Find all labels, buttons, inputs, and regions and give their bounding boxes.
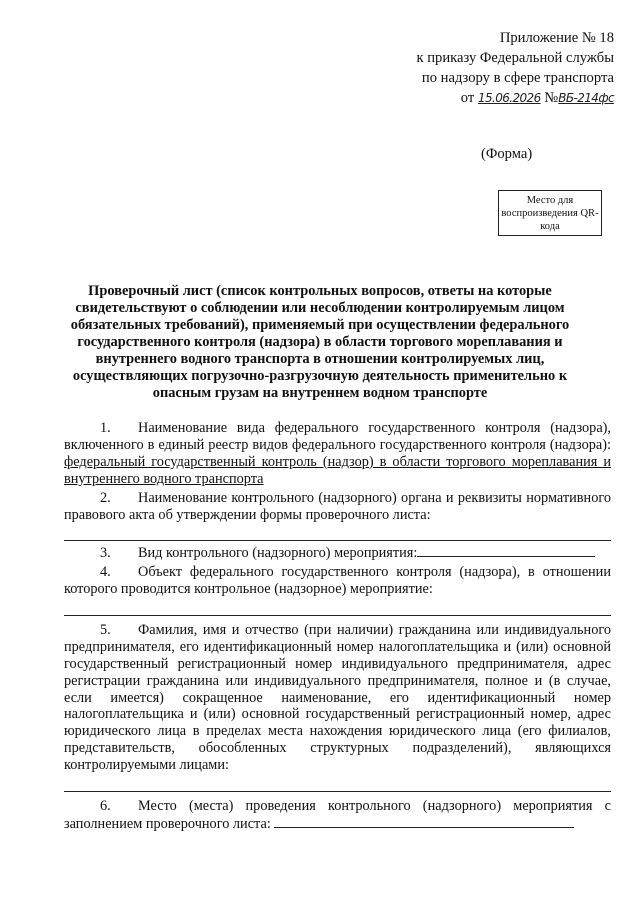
appendix-header [416, 28, 614, 108]
item-text: Вид контрольного (надзорного) мероприятия: [138, 545, 418, 562]
item-number: 3. [100, 545, 111, 562]
appendix-number: Приложение № 18 [499, 30, 614, 46]
order-date: 15.06.2026 [477, 91, 541, 105]
item-2 [64, 490, 611, 524]
appendix-date-number [416, 88, 614, 108]
item-answer: федеральный государственный контроль (надзор) в области торгового мореплавания и внутреннего водного транспорта [64, 453, 611, 487]
item-number: 5. [100, 621, 111, 638]
from-prefix: от [460, 90, 475, 106]
answer-line[interactable] [64, 523, 611, 541]
item-text: Наименование вида федерального государственного контроля (надзора), включенного в единый реестр видов федерального государственного контроля (надзора): [64, 420, 611, 453]
item-1 [64, 420, 611, 488]
item-text: Фамилия, имя и отчество (при наличии) гражданина или индивидуального предпринимателя, его идентификационный номер налогоплательщика и (или) основной государственный регистрационный номер индивидуального предпринимателя, адрес регистрации гражданина или индивидуального предпринимателя, полное и (в случае, если имеется) сокращенное наименование, его идентификационный номер налогоплательщика и (или) основной государственный регистрационный номер, адрес юридического лица в пределах места нахождения юридического лица (его филиалов, представительств, обособленных структурных подразделений), являющихся контролируемыми лицами: [64, 621, 611, 774]
answer-line[interactable] [64, 774, 611, 792]
form-label: (Форма) [481, 146, 533, 162]
answer-line[interactable] [417, 544, 595, 557]
item-number: 2. [100, 489, 111, 506]
qr-placeholder-text: Место для воспроизведения QR-кода [501, 194, 599, 232]
item-3 [64, 544, 611, 562]
item-number: 6. [100, 797, 111, 814]
item-text: Объект федерального государственного контроля (надзора), в отношении которого проводится контрольное (надзорное) мероприятие: [64, 564, 611, 598]
checklist-body [64, 420, 611, 833]
item-text: Наименование контрольного (надзорного) органа и реквизиты нормативного правового акта об утверждении формы проверочного листа: [64, 489, 611, 523]
item-number: 4. [100, 564, 111, 581]
number-prefix: № [544, 90, 559, 106]
document-title: Проверочный лист (список контрольных вопросов, ответы на которые свидетельствуют о соблюдении или несоблюдении контролируемым лицом обязательных требований), применяемый при осуществлении федерального государственного контроля (надзора) в области торгового мореплавания и внутреннего водного транспорта в отношении контролируемых лиц, осуществляющих погрузочно-разгрузочную деятельность применительно к опасным грузам на внутреннем водном транспорте [70, 283, 570, 401]
answer-line[interactable] [64, 598, 611, 616]
item-6 [64, 798, 611, 833]
item-number: 1. [100, 420, 111, 436]
appendix-agency: по надзору в сфере транспорта [421, 70, 614, 86]
item-4 [64, 564, 611, 598]
qr-code-placeholder [498, 190, 602, 236]
appendix-order-ref: к приказу Федеральной службы [416, 50, 614, 66]
order-number: ВБ-214фс [558, 91, 614, 105]
answer-line[interactable] [274, 815, 574, 828]
item-5 [64, 622, 611, 774]
item-text: Место (места) проведения контрольного (надзорного) мероприятия с заполнением проверочного листа: [64, 797, 611, 832]
